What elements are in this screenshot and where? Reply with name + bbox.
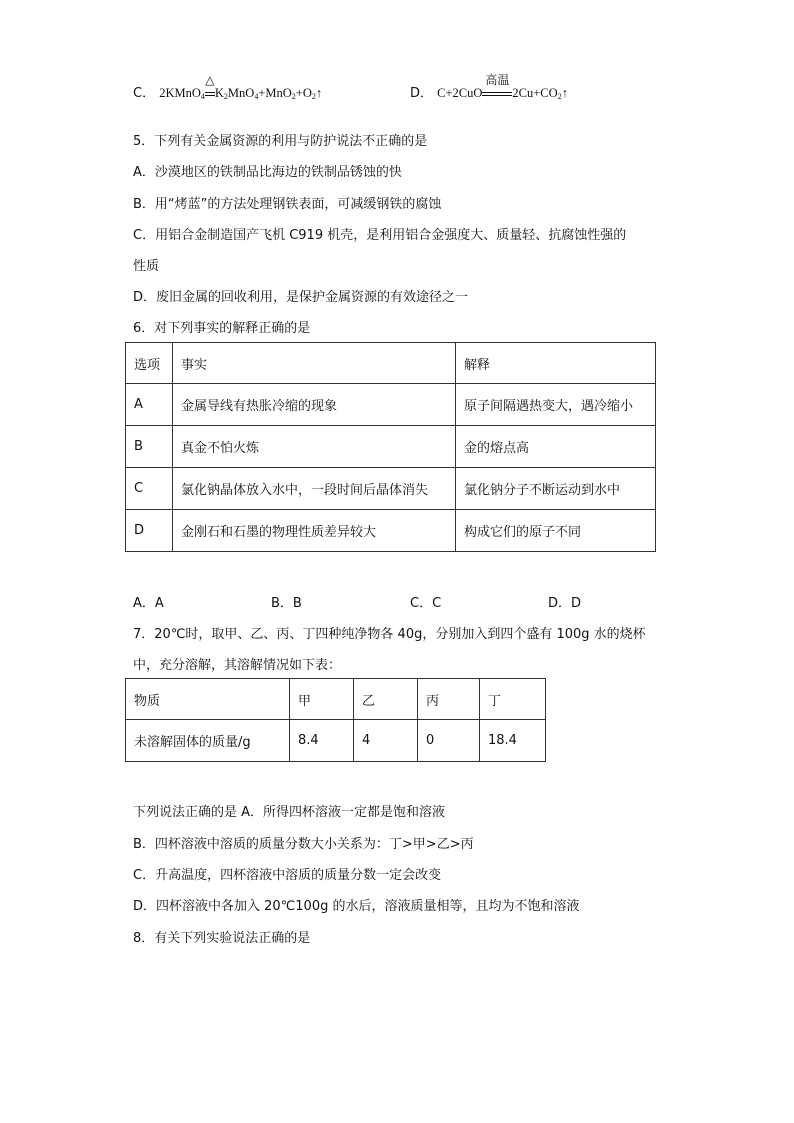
table-header-cell: 物质: [126, 679, 290, 720]
table-cell: A: [126, 384, 173, 426]
table-cell: 4: [354, 720, 418, 762]
option-label: D．: [410, 86, 434, 101]
q5-option-d: D．废旧金属的回收利用，是保护金属资源的有效途径之一: [133, 290, 469, 305]
q5-option-a: A．沙漠地区的铁制品比海边的铁制品锈蚀的快: [133, 165, 402, 180]
table-row: [126, 426, 656, 468]
q6-answer-c: C．C: [410, 596, 442, 611]
q7-option-d: D．四杯溶液中各加入 20℃100g 的水后，溶液质量相等，且均为不饱和溶液: [133, 899, 580, 914]
table-cell: 金属导线有热胀冷缩的现象: [173, 384, 456, 426]
q6-answer-a: A．A: [133, 596, 164, 611]
table-cell: 18.4: [480, 720, 546, 762]
table-cell: C: [126, 468, 173, 510]
q8-stem: 8．有关下列实验说法正确的是: [133, 931, 311, 946]
q5-stem: 5．下列有关金属资源的利用与防护说法不正确的是: [133, 134, 428, 149]
condition-high-temp: 高温: [482, 86, 512, 101]
table-cell: 金刚石和石墨的物理性质差异较大: [173, 510, 456, 552]
q6-stem: 6．对下列事实的解释正确的是: [133, 321, 311, 336]
condition-heat: △: [205, 86, 215, 101]
q7-stem: 7．20℃时，取甲、乙、丙、丁四种纯净物各 40g，分别加入到四个盛有 100g 水的烧杯: [133, 627, 646, 642]
table-header-cell: 乙: [354, 679, 418, 720]
table-cell: B: [126, 426, 173, 468]
table-header-cell: 丁: [480, 679, 546, 720]
formula-c: 2KMnO$_4$ △ $K_2MnO_4+MnO_2+O_2↑$: [159, 73, 323, 101]
table-cell: 金的熔点高: [456, 426, 656, 468]
table-header-cell: 解释: [456, 343, 656, 384]
q5-option-c: C．用铝合金制造国产飞机 C919 机壳，是利用铝合金强度大、质量轻、抗腐蚀性强的: [133, 228, 627, 243]
table-cell: 氯化钠晶体放入水中，一段时间后晶体消失: [173, 468, 456, 510]
q4-option-c: [133, 73, 323, 101]
table-cell: D: [126, 510, 173, 552]
q7-option-b: B．四杯溶液中溶质的质量分数大小关系为：丁>甲>乙>丙: [133, 837, 474, 852]
q5-option-b: B．用“烤蓝”的方法处理钢铁表面，可减缓钢铁的腐蚀: [133, 197, 442, 212]
table-header-row: [126, 343, 656, 384]
q5-option-c-cont: 性质: [133, 259, 160, 274]
q4-option-d: [410, 73, 568, 101]
q7-option-c: C．升高温度，四杯溶液中溶质的质量分数一定会改变: [133, 868, 442, 883]
table-row: [126, 720, 546, 762]
option-label: C．: [133, 86, 156, 101]
table-header-cell: 选项: [126, 343, 173, 384]
table-cell: 0: [418, 720, 480, 762]
table-cell: 8.4: [290, 720, 354, 762]
formula-d: C+2CuO 高温 $2Cu+CO_2↑$: [437, 73, 568, 101]
q7-table: [125, 678, 546, 762]
table-cell: 氯化钠分子不断运动到水中: [456, 468, 656, 510]
q7-stem-cont: 中，充分溶解，其溶解情况如下表：: [133, 658, 342, 673]
table-header-cell: 事实: [173, 343, 456, 384]
table-header-row: [126, 679, 546, 720]
q6-table: [125, 342, 656, 552]
table-cell: 未溶解固体的质量/g: [126, 720, 290, 762]
table-header-cell: 甲: [290, 679, 354, 720]
table-cell: 真金不怕火炼: [173, 426, 456, 468]
q7-option-a: 下列说法正确的是 A．所得四杯溶液一定都是饱和溶液: [133, 805, 446, 820]
table-header-cell: 丙: [418, 679, 480, 720]
table-row: [126, 468, 656, 510]
table-cell: 构成它们的原子不同: [456, 510, 656, 552]
q6-answer-d: D．D: [548, 596, 582, 611]
table-row: [126, 510, 656, 552]
table-cell: 原子间隔遇热变大，遇冷缩小: [456, 384, 656, 426]
table-row: [126, 384, 656, 426]
q6-answer-b: B．B: [271, 596, 302, 611]
